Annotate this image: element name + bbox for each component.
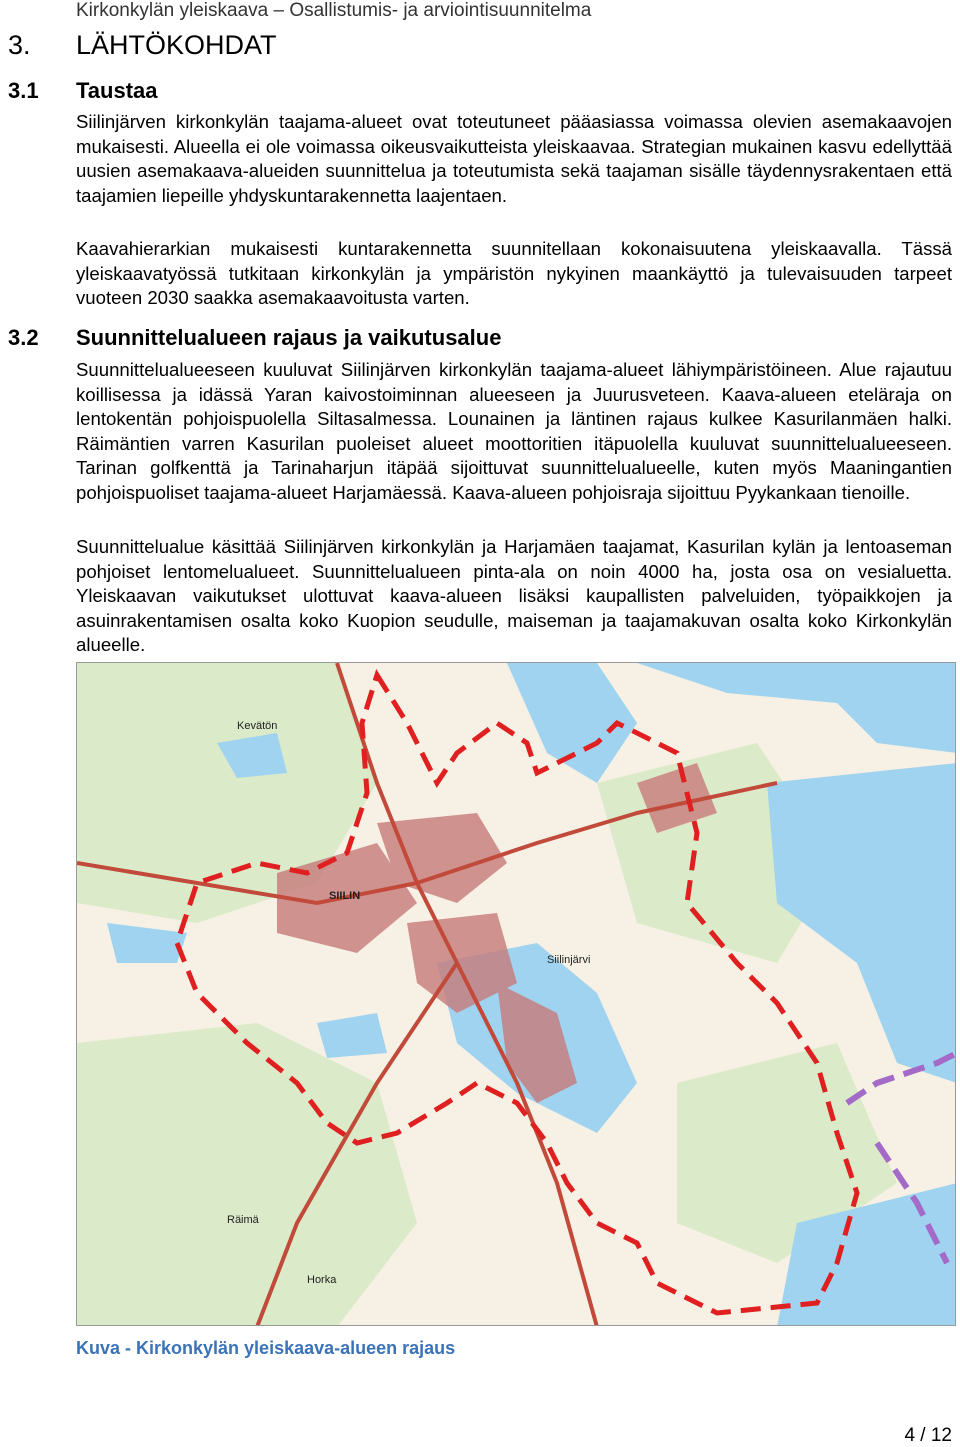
plan-area-map: [76, 662, 956, 1326]
section-number: 3.1: [8, 78, 39, 103]
chapter-heading: [8, 30, 277, 61]
running-header: Kirkonkylän yleiskaava – Osallistumis- ja arviointisuunnitelma: [76, 0, 592, 21]
topographic-map: [77, 663, 956, 1326]
section-heading-3-2: [8, 325, 501, 351]
section-number: 3.2: [8, 325, 39, 350]
chapter-title: LÄHTÖKOHDAT: [76, 30, 277, 60]
map-label: Kevätön: [237, 720, 278, 732]
map-label: Siilinjärvi: [547, 954, 591, 966]
figure-caption: Kuva - Kirkonkylän yleiskaava-alueen rajaus: [76, 1338, 456, 1358]
section-title: Taustaa: [76, 78, 158, 103]
section-title: Suunnittelualueen rajaus ja vaikutusalue: [76, 325, 502, 350]
paragraph: Siilinjärven kirkonkylän taajama-alueet ovat toteutuneet pääasiassa voimassa olevien asemakaavojen mukaisesti. Alueella ei ole voimassa oikeusvaikutteista yleiskaavaa. Strategian mukainen kasvu edellyttää uusien asemakaava-alueiden suunnittelua ja toteutumista sekä taajaman sisälle täydennysrakentaen että taajamien liepeille yhdyskuntarakennetta laajentaen.: [76, 111, 952, 206]
section-heading-3-1: [8, 78, 158, 104]
map-label: SIILIN: [329, 890, 361, 902]
map-label: Räimä: [227, 1214, 259, 1226]
map-label: Horka: [307, 1274, 337, 1286]
chapter-number: 3.: [8, 30, 31, 60]
paragraph: Kaavahierarkian mukaisesti kuntarakennetta suunnitellaan kokonaisuutena yleiskaavalla. Tässä yleiskaavatyössä tutkitaan kirkonkylän ja ympäristön nykyinen maankäyttö ja tulevaisuuden tarpeet vuoteen 2030 saakka asemakaavoitusta varten.: [76, 238, 952, 308]
paragraph: Suunnittelualue käsittää Siilinjärven kirkonkylän ja Harjamäen taajamat, Kasurilan kylän ja lentoaseman pohjoiset lentomelualueet. Suunnittelualueen pinta-ala on noin 4000 ha, josta osa on vesialuetta. Yleiskaavan vaikutukset ulottuvat kaava-alueen lisäksi kaupallisten palveluiden, työpaikkojen ja asuinrakentamisen osalta koko Kuopion seudulle, maiseman ja taajamakuvan osalta koko Kirkonkylän alueelle.: [76, 536, 952, 655]
paragraph: Suunnittelualueeseen kuuluvat Siilinjärven kirkonkylän taajama-alueet lähiympäristöineen. Alue rajautuu koillisessa ja idässä Yaran kaivostoiminnan alueeseen ja Juurusveteen. Kaava-alueen eteläraja on lentokentän pohjoispuolella Siltasalmessa. Lounainen ja läntinen rajaus kulkee Kasurilanmäen halki. Räimäntien varren Kasurilan puoleiset alueet moottoritien itäpuolella kuuluvat suunnittelualueeseen. Tarinan golfkenttä ja Tarinaharjun itäpää sijoittuvat suunnittelualueelle, kuten myös Maaningantien pohjoispuoliset taajama-alueet Harjamäessä. Kaava-alueen pohjoisraja sijoittuu Pyykankaan tienoille.: [76, 359, 952, 503]
page-number: 4 / 12: [904, 1425, 952, 1446]
